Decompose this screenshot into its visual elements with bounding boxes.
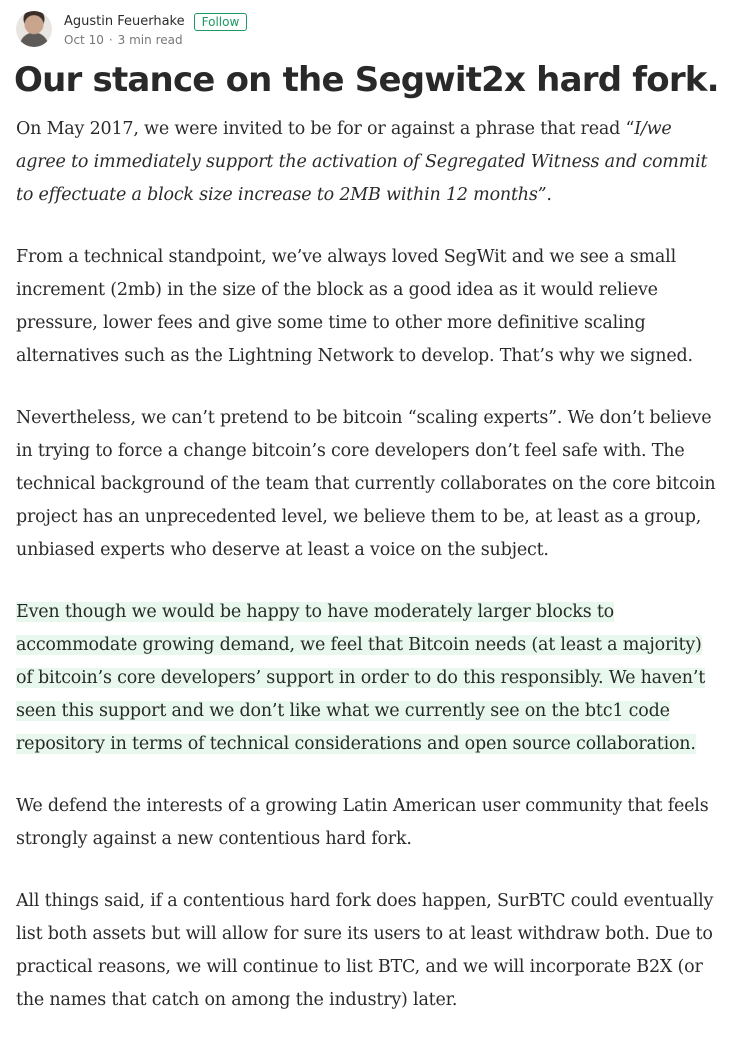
article-body [16, 113, 721, 1046]
paragraph-1-start: On May 2017, we were invited to be for or against a phrase that read “ [16, 119, 635, 139]
author-line [64, 12, 247, 32]
paragraph-3: Nevertheless, we can’t pretend to be bitcoin “scaling experts”. We don’t believe in trying to force a change bitcoin’s core developers don’t feel safe with. The technical background of the team that currently collaborates on the core bitcoin project has an unprecedented level, we believe them to be, at least as a group, unbiased experts who deserve at least a voice on the subject. [16, 408, 716, 560]
paragraph-1-quote: I/we agree to immediately support the activation of Segregated Witness and commit to effectuate a block size increase to 2MB within 12 months” [16, 119, 708, 205]
paragraph-1-end: . [546, 185, 552, 205]
read-time: 3 min read [117, 32, 183, 47]
paragraph-4-highlighted[interactable] [16, 596, 721, 761]
post-date: Oct 10 [64, 32, 104, 47]
paragraph-2: From a technical standpoint, we’ve always loved SegWit and we see a small increment (2mb) in the size of the block as a good idea as it would relieve pressure, lower fees and give some time to other more definitive scaling alternatives such as the Lightning Network to develop. That’s why we signed. [16, 247, 693, 366]
paragraph-6: All things said, if a contentious hard fork does happen, SurBTC could eventually list both assets but will allow for sure its users to at least withdraw both. Due to practical reasons, we will continue to list BTC, and we will incorporate B2X (or the names that catch on among the industry) later. [16, 891, 714, 1010]
author-avatar[interactable] [16, 11, 52, 47]
follow-button[interactable]: Follow [194, 13, 248, 31]
author-header [16, 8, 247, 50]
highlight-text[interactable]: Even though we would be happy to have moderately larger blocks to accommodate growing demand, we feel that Bitcoin needs (at least a majority) of bitcoin’s core developers’ support in order to do this responsibly. We haven’t seen this support and we don’t like what we currently see on the btc1 code repository in terms of technical considerations and open source collaboration. [16, 602, 706, 754]
author-meta [64, 12, 247, 47]
author-name[interactable]: Agustin Feuerhake [64, 14, 185, 29]
paragraph-5: We defend the interests of a growing Latin American user community that feels strongly against a new contentious hard fork. [16, 796, 709, 849]
paragraph-1 [16, 113, 721, 212]
post-meta [64, 33, 247, 47]
meta-separator: · [108, 32, 113, 47]
article-title: Our stance on the Segwit2x hard fork. [14, 60, 719, 100]
